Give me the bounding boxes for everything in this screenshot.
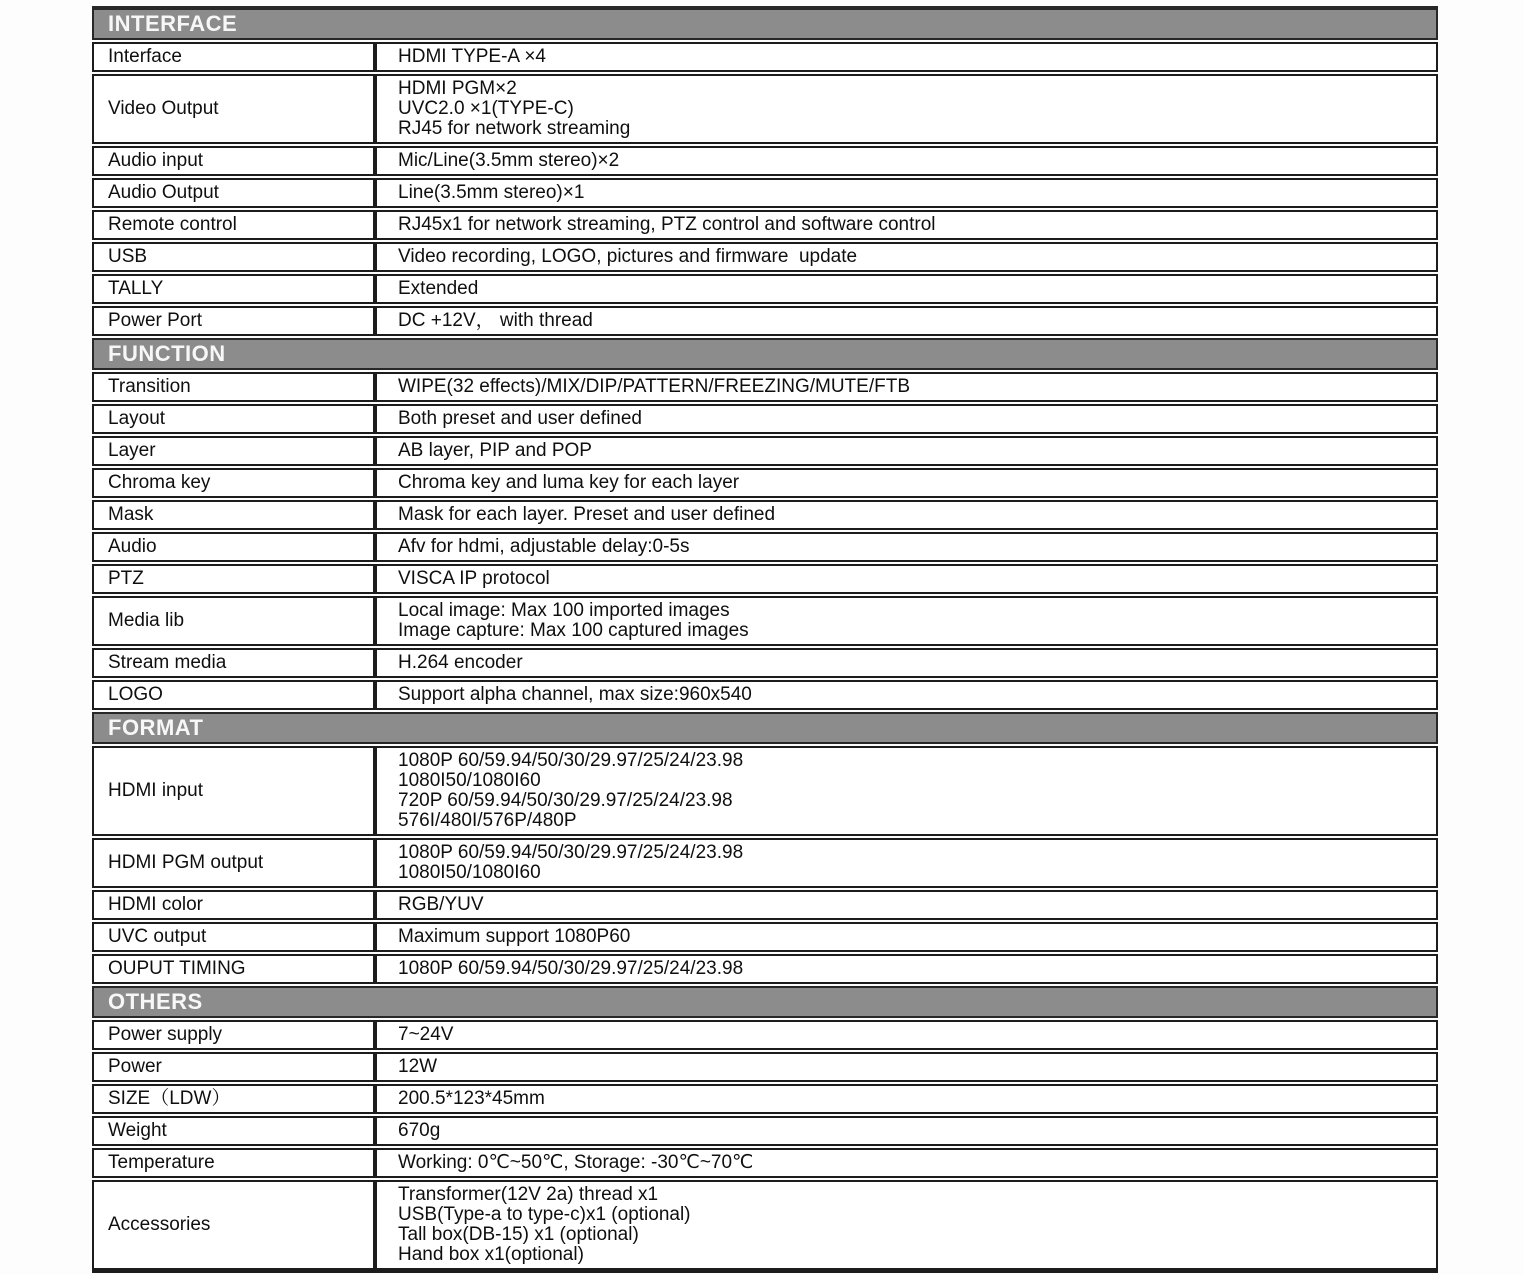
value-line: Support alpha channel, max size:960x540	[398, 684, 752, 705]
spec-label: SIZE（LDW）	[92, 1084, 375, 1114]
value-line: 1080I50/1080I60	[398, 770, 541, 791]
value-line: HDMI TYPE-A ×4	[398, 46, 547, 67]
value-line: RJ45 for network streaming	[398, 118, 631, 139]
spec-value	[375, 242, 1438, 272]
spec-row	[92, 532, 1438, 562]
spec-value	[375, 468, 1438, 498]
spec-label: HDMI PGM output	[92, 838, 375, 888]
value-line: Mask for each layer. Preset and user defined	[398, 504, 776, 525]
value-line: Transformer(12V 2a) thread x1	[398, 1184, 659, 1205]
spec-label: Layout	[92, 404, 375, 434]
spec-value	[375, 210, 1438, 240]
spec-label: HDMI color	[92, 890, 375, 920]
spec-label: TALLY	[92, 274, 375, 304]
spec-value	[375, 596, 1438, 646]
spec-value	[375, 746, 1438, 836]
spec-label: Remote control	[92, 210, 375, 240]
value-line: 200.5*123*45mm	[398, 1088, 545, 1109]
spec-row	[92, 1020, 1438, 1050]
spec-label: Weight	[92, 1116, 375, 1146]
spec-value	[375, 1148, 1438, 1178]
spec-label: HDMI input	[92, 746, 375, 836]
value-line: Both preset and user defined	[398, 408, 643, 429]
value-line: Maximum support 1080P60	[398, 926, 631, 947]
section-header-interface: INTERFACE	[92, 6, 1438, 40]
spec-row	[92, 42, 1438, 72]
value-line: 576I/480I/576P/480P	[398, 810, 577, 831]
spec-label: Interface	[92, 42, 375, 72]
value-line: Hand box x1(optional)	[398, 1244, 584, 1265]
section-row-function	[92, 338, 1438, 370]
value-line: Image capture: Max 100 captured images	[398, 620, 749, 641]
value-line: USB(Type-a to type-c)x1 (optional)	[398, 1204, 691, 1225]
section-row-format	[92, 712, 1438, 744]
value-line: 1080P 60/59.94/50/30/29.97/25/24/23.98	[398, 842, 744, 863]
spec-row	[92, 372, 1438, 402]
spec-value	[375, 680, 1438, 710]
spec-label: OUPUT TIMING	[92, 954, 375, 984]
spec-row	[92, 274, 1438, 304]
value-line: Local image: Max 100 imported images	[398, 600, 730, 621]
value-line: Video recording, LOGO, pictures and firmware update	[398, 246, 858, 267]
spec-row	[92, 838, 1438, 888]
spec-value	[375, 532, 1438, 562]
value-line: 7~24V	[398, 1024, 454, 1045]
spec-label: LOGO	[92, 680, 375, 710]
spec-label: USB	[92, 242, 375, 272]
section-header-function: FUNCTION	[92, 338, 1438, 370]
spec-value	[375, 648, 1438, 678]
value-line: AB layer, PIP and POP	[398, 440, 592, 461]
spec-label: Audio Output	[92, 178, 375, 208]
spec-row	[92, 404, 1438, 434]
spec-row	[92, 468, 1438, 498]
value-line: WIPE(32 effects)/MIX/DIP/PATTERN/FREEZING/MUTE/FTB	[398, 376, 910, 397]
value-line: DC +12V， with thread	[398, 310, 593, 331]
value-line: 1080P 60/59.94/50/30/29.97/25/24/23.98	[398, 958, 744, 979]
section-header-format: FORMAT	[92, 712, 1438, 744]
value-line: Afv for hdmi, adjustable delay:0-5s	[398, 536, 690, 557]
section-header-others: OTHERS	[92, 986, 1438, 1018]
spec-value	[375, 274, 1438, 304]
spec-value	[375, 1180, 1438, 1273]
spec-label: Layer	[92, 436, 375, 466]
spec-row	[92, 146, 1438, 176]
spec-label: Temperature	[92, 1148, 375, 1178]
spec-row	[92, 1116, 1438, 1146]
spec-value	[375, 500, 1438, 530]
spec-label: Chroma key	[92, 468, 375, 498]
value-line: H.264 encoder	[398, 652, 523, 673]
value-line: Tall box(DB-15) x1 (optional)	[398, 1224, 639, 1245]
value-line: 1080P 60/59.94/50/30/29.97/25/24/23.98	[398, 750, 744, 771]
spec-value	[375, 42, 1438, 72]
spec-row	[92, 746, 1438, 836]
spec-row	[92, 648, 1438, 678]
value-line: Chroma key and luma key for each layer	[398, 472, 740, 493]
value-line: RJ45x1 for network streaming, PTZ control and software control	[398, 214, 936, 235]
spec-label: Video Output	[92, 74, 375, 144]
spec-value	[375, 1052, 1438, 1082]
spec-value	[375, 306, 1438, 336]
spec-value	[375, 1084, 1438, 1114]
spec-label: Power	[92, 1052, 375, 1082]
spec-label: Power supply	[92, 1020, 375, 1050]
spec-value	[375, 146, 1438, 176]
value-line: RGB/YUV	[398, 894, 484, 915]
spec-row	[92, 890, 1438, 920]
spec-value	[375, 922, 1438, 952]
spec-row	[92, 1148, 1438, 1178]
spec-row	[92, 210, 1438, 240]
spec-row	[92, 1084, 1438, 1114]
value-line: 720P 60/59.94/50/30/29.97/25/24/23.98	[398, 790, 733, 811]
spec-row	[92, 1052, 1438, 1082]
spec-value	[375, 1116, 1438, 1146]
spec-row	[92, 178, 1438, 208]
spec-label: Mask	[92, 500, 375, 530]
spec-row	[92, 680, 1438, 710]
spec-label: Stream media	[92, 648, 375, 678]
spec-label: Media lib	[92, 596, 375, 646]
value-line: Working: 0℃~50℃, Storage: -30℃~70℃	[398, 1152, 754, 1173]
section-row-others	[92, 986, 1438, 1018]
value-line: Extended	[398, 278, 479, 299]
spec-row	[92, 564, 1438, 594]
value-line: VISCA IP protocol	[398, 568, 550, 589]
spec-table	[92, 4, 1438, 1275]
spec-row	[92, 306, 1438, 336]
spec-row	[92, 74, 1438, 144]
spec-label: Power Port	[92, 306, 375, 336]
value-line: Line(3.5mm stereo)×1	[398, 182, 585, 203]
spec-label: Audio	[92, 532, 375, 562]
spec-value	[375, 74, 1438, 144]
spec-label: Accessories	[92, 1180, 375, 1273]
value-line: HDMI PGM×2	[398, 78, 517, 99]
value-line: 12W	[398, 1056, 438, 1077]
spec-row	[92, 436, 1438, 466]
value-line: 670g	[398, 1120, 441, 1141]
value-line: 1080I50/1080I60	[398, 862, 541, 883]
spec-value	[375, 954, 1438, 984]
spec-label: UVC output	[92, 922, 375, 952]
spec-row	[92, 1180, 1438, 1273]
spec-label: PTZ	[92, 564, 375, 594]
spec-label: Audio input	[92, 146, 375, 176]
section-row-interface	[92, 6, 1438, 40]
spec-value	[375, 838, 1438, 888]
value-line: Mic/Line(3.5mm stereo)×2	[398, 150, 620, 171]
spec-label: Transition	[92, 372, 375, 402]
spec-value	[375, 1020, 1438, 1050]
spec-value	[375, 178, 1438, 208]
spec-row	[92, 596, 1438, 646]
spec-sheet	[92, 4, 1438, 1275]
spec-row	[92, 922, 1438, 952]
spec-row	[92, 242, 1438, 272]
value-line: UVC2.0 ×1(TYPE-C)	[398, 98, 574, 119]
spec-value	[375, 372, 1438, 402]
spec-value	[375, 404, 1438, 434]
spec-row	[92, 954, 1438, 984]
spec-value	[375, 890, 1438, 920]
spec-value	[375, 436, 1438, 466]
spec-value	[375, 564, 1438, 594]
spec-table-body	[92, 6, 1438, 1273]
spec-row	[92, 500, 1438, 530]
